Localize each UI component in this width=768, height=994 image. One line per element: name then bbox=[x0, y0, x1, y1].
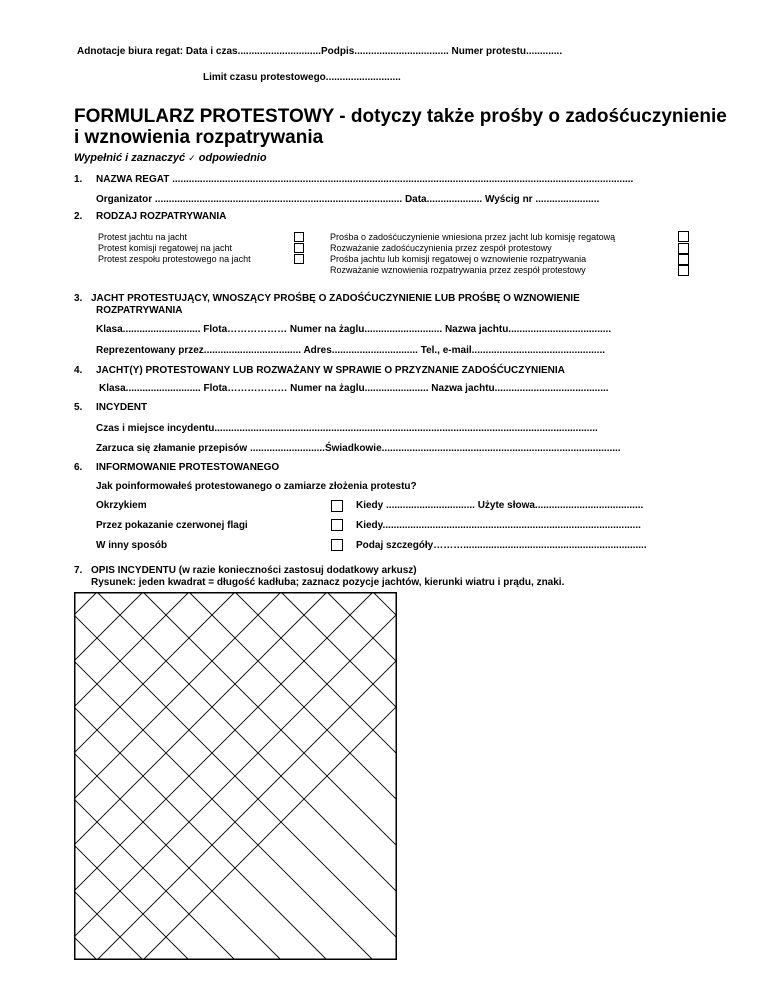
grid-line bbox=[74, 592, 97, 960]
section3-title: JACHT PROTESTUJĄCY, WNOSZĄCY PROŚBĘ O ZADOŚĆUCZYNIENIE LUB PROŚBĘ O WZNOWIENIE bbox=[91, 293, 580, 304]
grid-line bbox=[74, 592, 235, 960]
grid-line bbox=[143, 592, 397, 960]
checkbox[interactable] bbox=[331, 539, 343, 551]
grid-line bbox=[74, 592, 373, 960]
section5-number: 5. bbox=[74, 402, 83, 413]
representative-row[interactable]: Reprezentowany przez................................... Adres............................... Tel., e-mail................................................ bbox=[96, 345, 606, 356]
grid-line bbox=[74, 592, 397, 960]
inform-detail-field[interactable]: Kiedy............................................................................................. bbox=[356, 520, 641, 531]
section3-title-cont: ROZPATRYWANIA bbox=[96, 305, 183, 316]
section1-number: 1. bbox=[74, 174, 83, 185]
hearing-type-option: Protest komisji regatowej na jacht bbox=[98, 243, 233, 253]
section4-number: 4. bbox=[74, 365, 83, 376]
grid-line bbox=[74, 592, 97, 960]
section7-title: OPIS INCYDENTU (w razie konieczności zastosuj dodatkowy arkusz) bbox=[91, 565, 417, 576]
section4-title: JACHT(Y) PROTESTOWANY LUB ROZWAŻANY W SPRAWIE O PRZYZNANIE ZADOŚĆUCZYNIENIA bbox=[96, 365, 565, 376]
section6-number: 6. bbox=[74, 462, 83, 473]
checkbox[interactable] bbox=[331, 500, 343, 512]
hearing-type-option: Prośba jachtu lub komisji regatowej o wznowienie rozpatrywania bbox=[330, 254, 587, 264]
form-title-line2: i wznowienia rozpatrywania bbox=[74, 127, 324, 148]
grid-line bbox=[143, 592, 397, 960]
grid-line bbox=[74, 592, 189, 960]
grid-line bbox=[189, 592, 397, 960]
instruction-text: Wypełnić i zaznaczyć bbox=[74, 152, 186, 164]
inform-method-label: W inny sposób bbox=[96, 540, 168, 551]
rules-broken-field[interactable]: Zarzuca się złamanie przepisów ...........................Świadkowie...................................................................................... bbox=[96, 443, 621, 454]
incident-diagram-grid[interactable] bbox=[74, 592, 397, 960]
section5-title: INCYDENT bbox=[96, 402, 148, 413]
checkbox[interactable] bbox=[678, 231, 689, 242]
grid-line bbox=[74, 592, 327, 960]
instruction bbox=[74, 152, 267, 164]
inform-detail-field[interactable]: Podaj szczegóły……….................................................................. bbox=[356, 540, 647, 551]
section2-number: 2. bbox=[74, 211, 83, 222]
office-annotations-line1: Adnotacje biura regat: Data i czas..............................Podpis.................................. Numer protestu............. bbox=[77, 46, 563, 57]
grid-line bbox=[74, 592, 281, 960]
grid-line bbox=[74, 592, 143, 960]
checkbox[interactable] bbox=[678, 243, 689, 254]
checkbox[interactable] bbox=[331, 519, 343, 531]
section7-subtitle: Rysunek: jeden kwadrat = długość kadłuba; zaznacz pozycje jachtów, kierunki wiatru i prądu, znaki. bbox=[91, 577, 565, 588]
checkbox[interactable] bbox=[294, 243, 304, 253]
grid-line bbox=[74, 592, 327, 960]
grid-line bbox=[74, 592, 235, 960]
checkbox[interactable] bbox=[294, 254, 304, 264]
diagonal-grid-lines bbox=[74, 592, 397, 960]
hearing-type-option: Prośba o zadośćuczynienie wniesiona przez jacht lub komisję regatową bbox=[330, 232, 616, 242]
checkbox[interactable] bbox=[294, 232, 304, 242]
protesting-boat-class-row[interactable]: Klasa............................ Flota……………… Numer na żaglu............................ Nazwa jachtu..................................... bbox=[96, 324, 612, 335]
grid-line bbox=[74, 592, 281, 960]
form-title-line1: FORMULARZ PROTESTOWY - dotyczy także prośby o zadośćuczynienie bbox=[74, 106, 727, 127]
section2-title: RODZAJ ROZPATRYWANIA bbox=[96, 211, 227, 222]
grid-line bbox=[74, 592, 373, 960]
inform-detail-field[interactable]: Kiedy ................................ Użyte słowa....................................... bbox=[356, 500, 644, 511]
incident-time-place-field[interactable]: Czas i miejsce incydentu.......................................................................................................................................... bbox=[96, 423, 598, 434]
office-annotations-line2: Limit czasu protestowego........................... bbox=[203, 72, 401, 83]
section3-number: 3. bbox=[74, 293, 83, 304]
grid-line bbox=[281, 592, 397, 960]
checkbox[interactable] bbox=[678, 254, 689, 265]
hearing-type-option: Protest jachtu na jacht bbox=[98, 232, 188, 242]
inform-method-label: Przez pokazanie czerwonej flagi bbox=[96, 520, 248, 531]
grid-line bbox=[74, 592, 189, 960]
check-mark-icon: ✓ bbox=[188, 153, 196, 163]
grid-line bbox=[373, 592, 397, 960]
section6-question: Jak poinformowałeś protestowanego o zamiarze złożenia protestu? bbox=[96, 481, 417, 492]
organizer-field[interactable]: Organizator ......................................................................................... Data.................... Wyścig nr ....................... bbox=[96, 194, 600, 205]
section7-number: 7. bbox=[74, 565, 83, 576]
grid-line bbox=[327, 592, 397, 960]
hearing-type-option: Rozważanie zadośćuczynienia przez zespół protestowy bbox=[330, 243, 552, 253]
grid-line bbox=[97, 592, 397, 960]
section6-title: INFORMOWANIE PROTESTOWANEGO bbox=[96, 462, 280, 473]
hearing-type-option: Rozważanie wznowienia rozpatrywania przez zespół protestowy bbox=[330, 265, 586, 275]
grid-line bbox=[97, 592, 397, 960]
inform-method-label: Okrzykiem bbox=[96, 500, 147, 511]
regatta-name-field[interactable]: NAZWA REGAT ...................................................................................................................................................................... bbox=[96, 174, 634, 185]
checkbox[interactable] bbox=[678, 265, 689, 276]
hearing-type-option: Protest zespołu protestowego na jacht bbox=[98, 254, 251, 264]
protested-boat-class-row[interactable]: Klasa........................... Flota……………… Numer na żaglu....................... Nazwa jachtu......................................... bbox=[99, 383, 609, 394]
instruction-text-end: odpowiednio bbox=[198, 152, 267, 164]
grid-line bbox=[74, 592, 143, 960]
